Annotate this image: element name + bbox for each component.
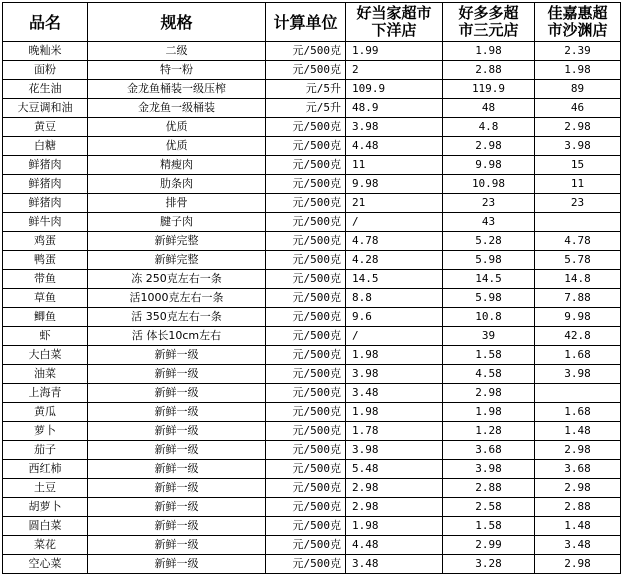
cell-unit: 元/500克 xyxy=(266,232,346,251)
table-row xyxy=(3,346,621,365)
cell-spec: 活 350克左右一条 xyxy=(88,308,266,327)
cell-price-store1: 1.98 xyxy=(346,403,443,422)
cell-spec: 优质 xyxy=(88,118,266,137)
cell-spec: 新鲜一级 xyxy=(88,441,266,460)
cell-unit: 元/500克 xyxy=(266,213,346,232)
cell-price-store2: 39 xyxy=(443,327,535,346)
cell-price-store2: 1.58 xyxy=(443,517,535,536)
cell-price-store2: 1.28 xyxy=(443,422,535,441)
cell-price-store2: 5.98 xyxy=(443,289,535,308)
cell-name: 白糖 xyxy=(3,137,88,156)
cell-unit: 元/500克 xyxy=(266,327,346,346)
header-store2 xyxy=(443,3,535,42)
cell-price-store1: 1.99 xyxy=(346,42,443,61)
cell-price-store1: 3.98 xyxy=(346,365,443,384)
cell-price-store3: 3.68 xyxy=(535,460,621,479)
cell-unit: 元/500克 xyxy=(266,42,346,61)
cell-price-store3: 2.88 xyxy=(535,498,621,517)
cell-unit: 元/500克 xyxy=(266,251,346,270)
cell-price-store2: 14.5 xyxy=(443,270,535,289)
cell-price-store3: 2.98 xyxy=(535,555,621,574)
cell-price-store1: / xyxy=(346,213,443,232)
cell-price-store1: 21 xyxy=(346,194,443,213)
cell-price-store1: 4.78 xyxy=(346,232,443,251)
table-row xyxy=(3,460,621,479)
cell-spec: 新鲜一级 xyxy=(88,384,266,403)
header-name: 品名 xyxy=(3,3,88,42)
cell-spec: 新鲜完整 xyxy=(88,232,266,251)
cell-price-store1: 4.48 xyxy=(346,137,443,156)
header-store1 xyxy=(346,3,443,42)
cell-price-store1: 1.78 xyxy=(346,422,443,441)
cell-unit: 元/500克 xyxy=(266,403,346,422)
cell-name: 空心菜 xyxy=(3,555,88,574)
header-store2-line2: 市三元店 xyxy=(458,21,519,39)
cell-name: 大白菜 xyxy=(3,346,88,365)
cell-unit: 元/500克 xyxy=(266,422,346,441)
cell-spec: 金龙鱼桶装一级压榨 xyxy=(88,80,266,99)
cell-unit: 元/500克 xyxy=(266,498,346,517)
cell-unit: 元/500克 xyxy=(266,517,346,536)
cell-price-store3: 2.98 xyxy=(535,479,621,498)
cell-price-store3: 7.88 xyxy=(535,289,621,308)
cell-spec: 活 体长10cm左右 xyxy=(88,327,266,346)
header-store3 xyxy=(535,3,621,42)
cell-name: 油菜 xyxy=(3,365,88,384)
cell-unit: 元/500克 xyxy=(266,346,346,365)
cell-price-store3: 3.98 xyxy=(535,137,621,156)
cell-price-store1: 9.6 xyxy=(346,308,443,327)
cell-price-store1: 2.98 xyxy=(346,498,443,517)
cell-price-store1: 14.5 xyxy=(346,270,443,289)
cell-price-store3 xyxy=(535,384,621,403)
cell-name: 花生油 xyxy=(3,80,88,99)
cell-unit: 元/500克 xyxy=(266,384,346,403)
cell-price-store2: 4.58 xyxy=(443,365,535,384)
cell-price-store2: 3.98 xyxy=(443,460,535,479)
cell-price-store1: 9.98 xyxy=(346,175,443,194)
cell-unit: 元/500克 xyxy=(266,555,346,574)
cell-price-store2: 4.8 xyxy=(443,118,535,137)
table-row xyxy=(3,365,621,384)
cell-price-store2: 2.98 xyxy=(443,384,535,403)
cell-name: 上海青 xyxy=(3,384,88,403)
cell-name: 鲫鱼 xyxy=(3,308,88,327)
cell-price-store1: 5.48 xyxy=(346,460,443,479)
cell-spec: 优质 xyxy=(88,137,266,156)
cell-price-store1: 4.48 xyxy=(346,536,443,555)
cell-price-store3: 1.68 xyxy=(535,346,621,365)
cell-price-store2: 1.98 xyxy=(443,42,535,61)
cell-price-store2: 2.99 xyxy=(443,536,535,555)
cell-name: 鲜猪肉 xyxy=(3,194,88,213)
cell-price-store1: 48.9 xyxy=(346,99,443,118)
cell-name: 黄豆 xyxy=(3,118,88,137)
cell-price-store1: 11 xyxy=(346,156,443,175)
cell-price-store3: 11 xyxy=(535,175,621,194)
cell-unit: 元/500克 xyxy=(266,479,346,498)
cell-price-store3: 5.78 xyxy=(535,251,621,270)
cell-name: 黄瓜 xyxy=(3,403,88,422)
cell-price-store1: 3.98 xyxy=(346,441,443,460)
cell-name: 茄子 xyxy=(3,441,88,460)
cell-name: 圆白菜 xyxy=(3,517,88,536)
header-unit: 计算单位 xyxy=(266,3,346,42)
cell-price-store3: 1.48 xyxy=(535,422,621,441)
cell-price-store3: 4.78 xyxy=(535,232,621,251)
cell-spec: 新鲜一级 xyxy=(88,536,266,555)
cell-price-store1: 1.98 xyxy=(346,517,443,536)
cell-price-store3: 1.48 xyxy=(535,517,621,536)
cell-price-store2: 1.58 xyxy=(443,346,535,365)
cell-name: 虾 xyxy=(3,327,88,346)
cell-price-store1: 2 xyxy=(346,61,443,80)
cell-price-store2: 9.98 xyxy=(443,156,535,175)
cell-price-store2: 3.28 xyxy=(443,555,535,574)
cell-price-store2: 2.58 xyxy=(443,498,535,517)
cell-price-store2: 2.88 xyxy=(443,61,535,80)
table-row xyxy=(3,555,621,574)
cell-price-store2: 119.9 xyxy=(443,80,535,99)
cell-price-store3: 2.98 xyxy=(535,118,621,137)
header-store2-line1: 好多多超 xyxy=(458,4,519,22)
cell-price-store3 xyxy=(535,213,621,232)
cell-unit: 元/500克 xyxy=(266,441,346,460)
cell-price-store1: 2.98 xyxy=(346,479,443,498)
table-row xyxy=(3,479,621,498)
cell-price-store3: 14.8 xyxy=(535,270,621,289)
table-row xyxy=(3,42,621,61)
table-row xyxy=(3,251,621,270)
table-row xyxy=(3,61,621,80)
cell-name: 土豆 xyxy=(3,479,88,498)
table-row xyxy=(3,384,621,403)
table-row xyxy=(3,156,621,175)
cell-unit: 元/500克 xyxy=(266,365,346,384)
cell-price-store2: 10.8 xyxy=(443,308,535,327)
table-row xyxy=(3,80,621,99)
table-row xyxy=(3,403,621,422)
cell-spec: 新鲜一级 xyxy=(88,460,266,479)
cell-spec: 新鲜一级 xyxy=(88,346,266,365)
cell-unit: 元/500克 xyxy=(266,156,346,175)
cell-name: 萝卜 xyxy=(3,422,88,441)
price-table xyxy=(2,2,621,574)
header-store1-line1: 好当家超市 xyxy=(356,4,432,22)
cell-price-store2: 10.98 xyxy=(443,175,535,194)
table-row xyxy=(3,308,621,327)
header-store3-line2: 市沙渊店 xyxy=(547,21,608,39)
cell-spec: 新鲜完整 xyxy=(88,251,266,270)
cell-price-store3: 9.98 xyxy=(535,308,621,327)
cell-spec: 特一粉 xyxy=(88,61,266,80)
cell-name: 西红柿 xyxy=(3,460,88,479)
cell-name: 面粉 xyxy=(3,61,88,80)
cell-name: 大豆调和油 xyxy=(3,99,88,118)
cell-price-store2: 2.98 xyxy=(443,137,535,156)
header-row xyxy=(3,3,621,42)
cell-price-store3: 2.98 xyxy=(535,441,621,460)
table-row xyxy=(3,194,621,213)
cell-price-store1: 109.9 xyxy=(346,80,443,99)
cell-unit: 元/5升 xyxy=(266,99,346,118)
cell-price-store3: 15 xyxy=(535,156,621,175)
cell-name: 鸭蛋 xyxy=(3,251,88,270)
cell-price-store1: 3.48 xyxy=(346,555,443,574)
cell-price-store1: 1.98 xyxy=(346,346,443,365)
table-row xyxy=(3,270,621,289)
cell-price-store3: 42.8 xyxy=(535,327,621,346)
cell-unit: 元/500克 xyxy=(266,536,346,555)
table-row xyxy=(3,327,621,346)
cell-spec: 新鲜一级 xyxy=(88,422,266,441)
cell-price-store1: 8.8 xyxy=(346,289,443,308)
table-row xyxy=(3,118,621,137)
header-store1-line2: 下洋店 xyxy=(371,21,417,39)
cell-spec: 精瘦肉 xyxy=(88,156,266,175)
cell-price-store3: 23 xyxy=(535,194,621,213)
cell-name: 草鱼 xyxy=(3,289,88,308)
cell-price-store2: 3.68 xyxy=(443,441,535,460)
cell-price-store1: 3.98 xyxy=(346,118,443,137)
cell-name: 鲜猪肉 xyxy=(3,156,88,175)
table-row xyxy=(3,517,621,536)
table-row xyxy=(3,213,621,232)
table-row xyxy=(3,99,621,118)
cell-spec: 排骨 xyxy=(88,194,266,213)
table-row xyxy=(3,289,621,308)
cell-unit: 元/500克 xyxy=(266,289,346,308)
table-row xyxy=(3,137,621,156)
cell-spec: 活1000克左右一条 xyxy=(88,289,266,308)
cell-unit: 元/500克 xyxy=(266,270,346,289)
table-row xyxy=(3,232,621,251)
cell-unit: 元/5升 xyxy=(266,80,346,99)
cell-spec: 新鲜一级 xyxy=(88,365,266,384)
cell-price-store3: 1.68 xyxy=(535,403,621,422)
cell-name: 晚籼米 xyxy=(3,42,88,61)
header-store3-line1: 佳嘉惠超 xyxy=(547,4,608,22)
cell-spec: 冻 250克左右一条 xyxy=(88,270,266,289)
cell-name: 带鱼 xyxy=(3,270,88,289)
cell-price-store1: / xyxy=(346,327,443,346)
cell-price-store3: 46 xyxy=(535,99,621,118)
cell-spec: 新鲜一级 xyxy=(88,403,266,422)
cell-name: 鲜牛肉 xyxy=(3,213,88,232)
header-spec: 规格 xyxy=(88,3,266,42)
cell-spec: 新鲜一级 xyxy=(88,517,266,536)
cell-unit: 元/500克 xyxy=(266,137,346,156)
cell-price-store2: 5.28 xyxy=(443,232,535,251)
table-row xyxy=(3,175,621,194)
cell-spec: 新鲜一级 xyxy=(88,555,266,574)
cell-spec: 新鲜一级 xyxy=(88,498,266,517)
cell-unit: 元/500克 xyxy=(266,194,346,213)
cell-spec: 二级 xyxy=(88,42,266,61)
cell-spec: 新鲜一级 xyxy=(88,479,266,498)
cell-unit: 元/500克 xyxy=(266,308,346,327)
cell-price-store2: 5.98 xyxy=(443,251,535,270)
table-row xyxy=(3,498,621,517)
cell-name: 菜花 xyxy=(3,536,88,555)
cell-unit: 元/500克 xyxy=(266,118,346,137)
cell-name: 胡萝卜 xyxy=(3,498,88,517)
cell-price-store2: 48 xyxy=(443,99,535,118)
table-row xyxy=(3,441,621,460)
cell-price-store3: 1.98 xyxy=(535,61,621,80)
cell-unit: 元/500克 xyxy=(266,460,346,479)
cell-spec: 肋条肉 xyxy=(88,175,266,194)
cell-spec: 金龙鱼一级桶装 xyxy=(88,99,266,118)
table-row xyxy=(3,422,621,441)
cell-price-store1: 3.48 xyxy=(346,384,443,403)
cell-price-store2: 2.88 xyxy=(443,479,535,498)
cell-price-store3: 3.48 xyxy=(535,536,621,555)
cell-name: 鲜猪肉 xyxy=(3,175,88,194)
cell-price-store2: 43 xyxy=(443,213,535,232)
cell-price-store3: 89 xyxy=(535,80,621,99)
table-row xyxy=(3,536,621,555)
cell-price-store2: 1.98 xyxy=(443,403,535,422)
cell-price-store2: 23 xyxy=(443,194,535,213)
cell-price-store3: 3.98 xyxy=(535,365,621,384)
cell-spec: 腱子肉 xyxy=(88,213,266,232)
cell-name: 鸡蛋 xyxy=(3,232,88,251)
cell-price-store3: 2.39 xyxy=(535,42,621,61)
cell-unit: 元/500克 xyxy=(266,61,346,80)
cell-unit: 元/500克 xyxy=(266,175,346,194)
cell-price-store1: 4.28 xyxy=(346,251,443,270)
